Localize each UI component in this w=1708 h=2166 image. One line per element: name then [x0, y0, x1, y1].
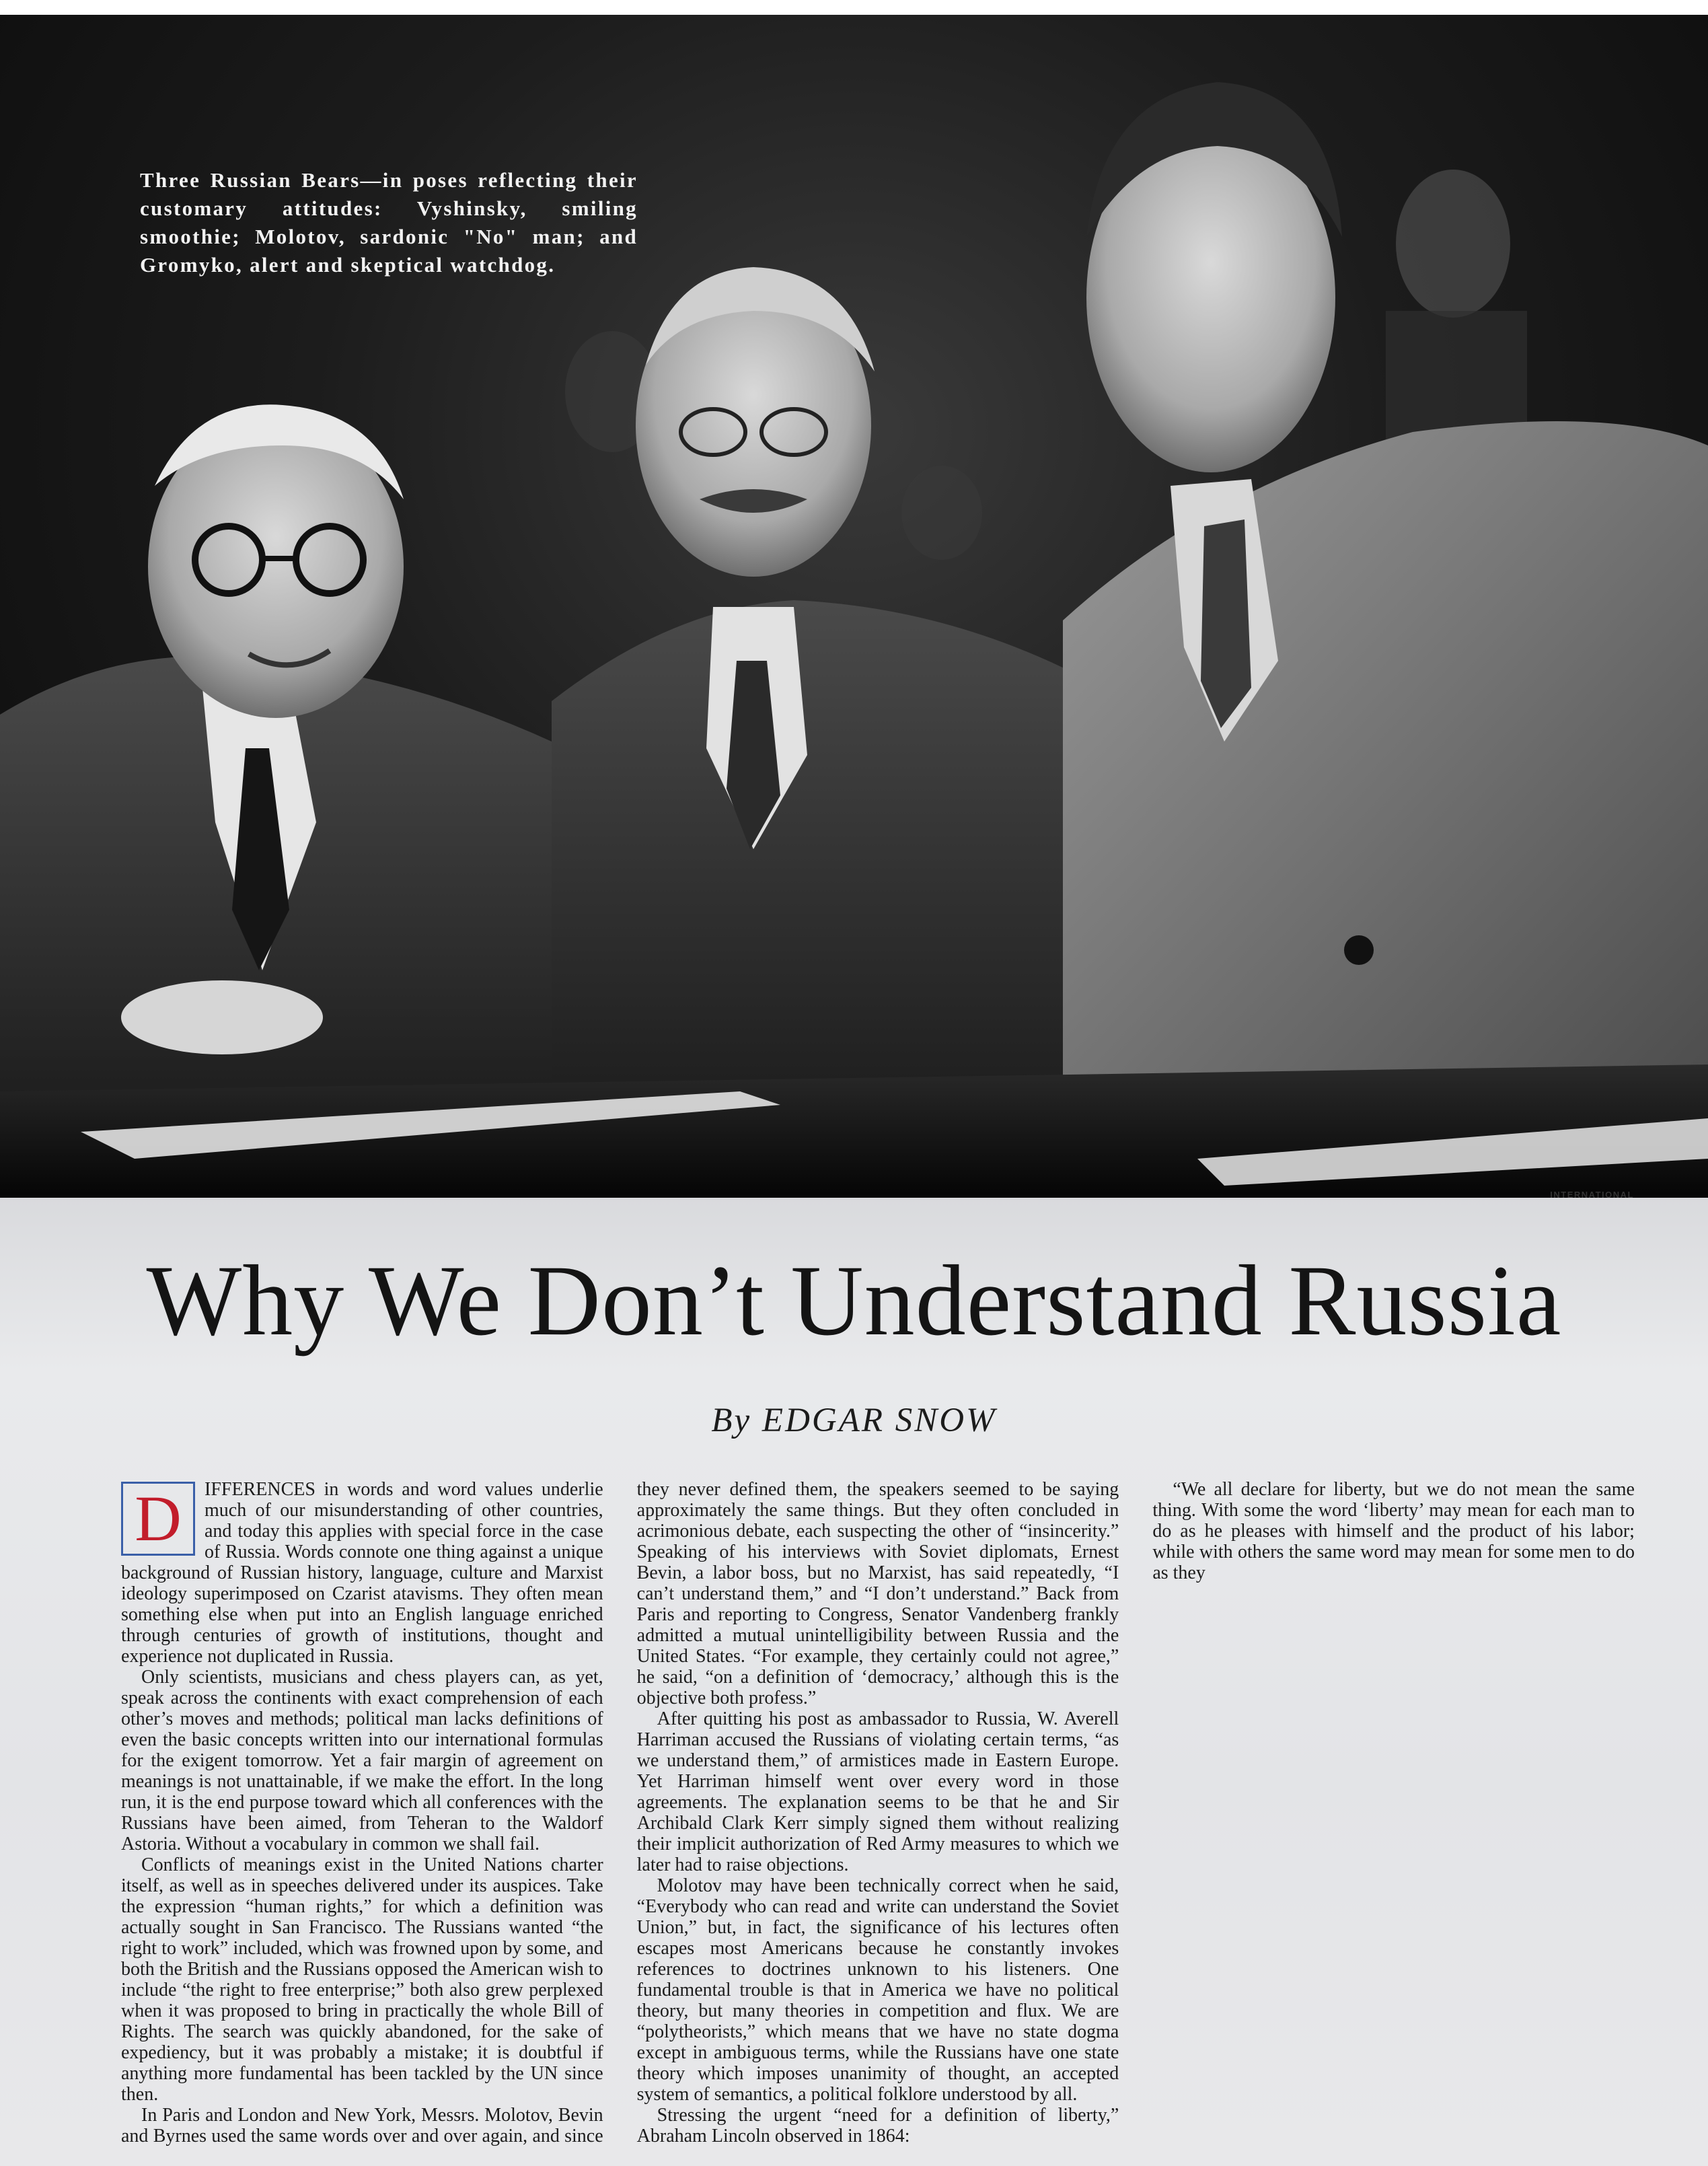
- article-paragraph: Only scientists, musicians and chess players can, as yet, speak across the continents with exact comprehension of each other’s moves and methods; political man lacks definitions of even the basic concepts written into our international formulas for the exigent tomorrow. Yet a fair margin of agreement on meanings is not unattainable, if we make the effort. In the long run, it is the end purpose toward which all conferences with the Russians have been aimed, from Teheran to the Waldorf Astoria. Without a vocabulary in common we shall fail.: [121, 1667, 603, 1854]
- article-paragraph: “We all declare for liberty, but we do not mean the same thing. With some the word ‘liberty’ may mean for each man to do as he pleases with himself and the product of his labor; while with others the same word may mean for some men to do as they: [1152, 1479, 1635, 1583]
- article-byline: By EDGAR SNOW: [711, 1402, 997, 1439]
- article-paragraph: Conflicts of meanings exist in the United Nations charter itself, as well as in speeches delivered under its auspices. Take the expression “human rights,” for which a definition was actually sought in San Francisco. The Russians wanted “the right to work” included, which was frowned upon by some, and both the British and the Russians opposed the American wish to include “the right to free enterprise;” both also grew perplexed when it was proposed to bring in practically the whole Bill of Rights. The search was quickly abandoned, for the sake of expediency, but it was probably a mistake; it is doubtful if anything more fundamental has been tackled by the UN since then.: [121, 1854, 603, 2105]
- article-paragraph: After quitting his post as ambassador to Russia, W. Averell Harriman accused the Russians of violating certain terms, “as we understand them,” of armistices made in Eastern Europe. Yet Harriman himself went over every word in those agreements. The explanation seems to be that he and Sir Archibald Clark Kerr simply signed them without realizing their implicit authorization of Red Army measures to which we later had to raise objections.: [636, 1708, 1119, 1875]
- page-top-edge: [0, 0, 1708, 15]
- photo-caption: Three Russian Bears—in poses reflecting their customary attitudes: Vyshinsky, smiling smoothie; Molotov, sardonic "No" man; and Gromyko, alert and skeptical watchdog.: [140, 168, 638, 277]
- article-paragraph: [121, 1479, 603, 1667]
- article-title: Why We Don’t Understand Russia: [146, 1245, 1562, 1357]
- article-paragraph: In Paris and London and New York, Messrs. Molotov, Bevin and Byrnes used the same words over and over again, and since they never defined them, the speakers seemed to be saying approximately the same things. But they often concluded in acrimonious debate, each suspecting the other of “insincerity.” Speaking of his interviews with Soviet diplomats, Ernest Bevin, a labor boss, but no Marxist, has said repeatedly, “I can’t understand them,” and “I don’t understand.” Back from Paris and reporting to Congress, Senator Vandenberg frankly admitted a mutual unintelligibility between Russia and the United States. “For example, they certainly could not agree,” he said, “on a definition of ‘democracy,’ although this is the objective both profess.”: [121, 1479, 1119, 2146]
- news-photo: [0, 15, 1708, 1198]
- photo-credit: INTERNATIONAL: [1550, 1190, 1634, 1200]
- article-paragraph: Molotov may have been technically correct when he said, “Everybody who can read and write can understand the Soviet Union,” but, in fact, the significance of his lectures often escapes most Americans because he constantly invokes references to doctrines unknown to his listeners. One fundamental trouble is that in America we have no political theory, but many theories in competition and flux. We are “polytheorists,” which means that we have no state dogma except in ambiguous terms, while the Russians have one state theory which imposes unanimity of thought, an accepted system of semantics, a political folklore understood by all.: [636, 1875, 1119, 2105]
- article-paragraph: Stressing the urgent “need for a definition of liberty,” Abraham Lincoln observed in 1864:: [636, 2105, 1119, 2146]
- drop-cap: D: [121, 1482, 195, 1556]
- article-body: [121, 1479, 1635, 2152]
- first-paragraph-text: IFFERENCES in words and word values underlie much of our misunderstanding of other countries, and today this applies with special force in the case of Russia. Words connote one thing against a unique background of Russian history, language, culture and Marxist ideology superimposed on Czarist atavisms. They often mean something else when put into an English language enriched through centuries of growth of institutions, thought and experience not duplicated in Russia.: [121, 1479, 603, 1667]
